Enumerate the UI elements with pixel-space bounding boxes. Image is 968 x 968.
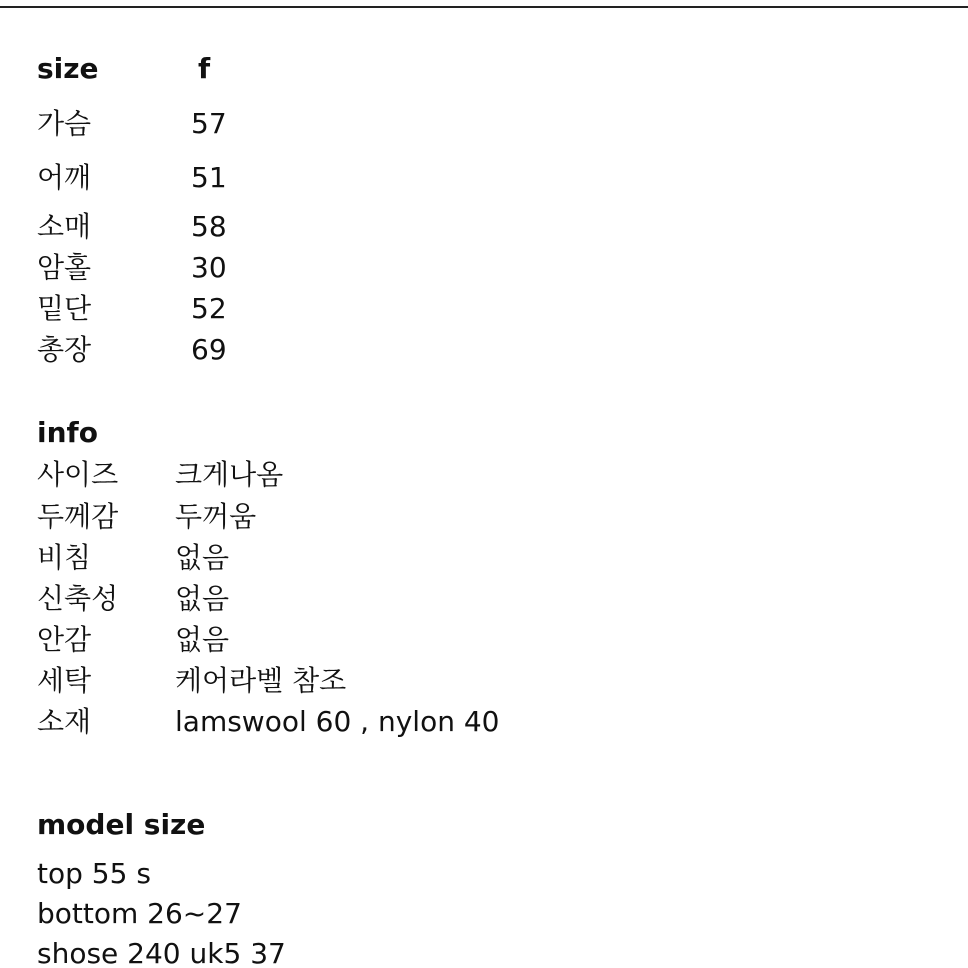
info-row-label: 사이즈	[37, 458, 119, 491]
info-row-label: 안감	[37, 623, 92, 656]
size-heading: size	[37, 52, 99, 85]
top-divider	[0, 6, 968, 8]
info-row-label: 세탁	[37, 664, 92, 697]
info-row-value: 두꺼움	[175, 500, 257, 533]
size-row-label: 가슴	[37, 107, 92, 140]
size-row-value: 30	[191, 251, 227, 284]
size-row-label: 어깨	[37, 161, 92, 194]
size-row-value: 58	[191, 210, 227, 243]
info-row-value: 없음	[175, 582, 230, 615]
model-size-line: shose 240 uk5 37	[37, 937, 286, 968]
info-row-label: 신축성	[37, 582, 119, 615]
model-size-heading: model size	[37, 808, 206, 841]
info-row-value: 크게나옴	[175, 458, 284, 491]
model-size-line: bottom 26~27	[37, 897, 242, 930]
size-row-label: 소매	[37, 210, 92, 243]
size-row-label: 밑단	[37, 292, 92, 325]
info-row-value: 케어라벨 참조	[175, 664, 347, 697]
info-row-value: 없음	[175, 541, 230, 574]
size-row-label: 암홀	[37, 251, 92, 284]
size-column-header: f	[198, 52, 211, 85]
size-row-value: 57	[191, 107, 227, 140]
info-row-label: 비침	[37, 541, 92, 574]
info-row-value: 없음	[175, 623, 230, 656]
info-row-label: 두께감	[37, 500, 119, 533]
info-row-value: lamswool 60 , nylon 40	[175, 705, 500, 738]
model-size-line: top 55 s	[37, 857, 151, 890]
size-row-value: 51	[191, 161, 227, 194]
info-row-label: 소재	[37, 705, 92, 738]
size-row-label: 총장	[37, 333, 92, 366]
size-row-value: 69	[191, 333, 227, 366]
size-row-value: 52	[191, 292, 227, 325]
info-heading: info	[37, 416, 98, 449]
